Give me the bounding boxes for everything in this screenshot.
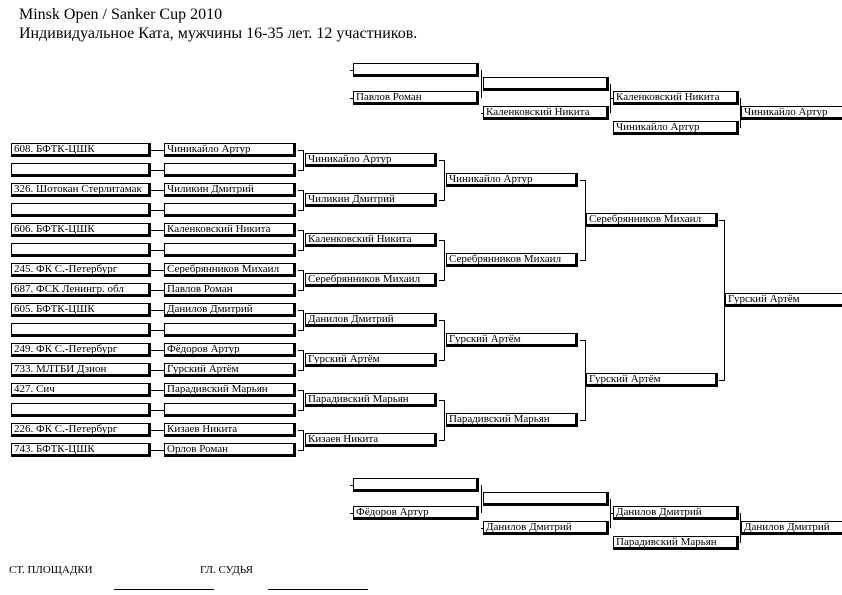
round3-box: Парадивский Марьян [446, 413, 578, 427]
bracket-connector [350, 513, 353, 514]
bracket-connector [151, 170, 164, 171]
round2-box: Парадивский Марьян [305, 393, 437, 407]
bracket-connector [481, 528, 483, 529]
round1-box: Серебрянников Михаил [164, 263, 296, 277]
bracket-connector [303, 310, 304, 331]
round2-box: Кизаев Никита [305, 433, 437, 447]
bracket-connector [610, 513, 613, 514]
round1-box: Павлов Роман [164, 283, 296, 297]
round1-box: Данилов Дмитрий [164, 303, 296, 317]
round2-box: Чиликин Дмитрий [305, 193, 437, 207]
bracket-connector [303, 150, 304, 171]
round1-box [164, 243, 296, 257]
repechage-bottom-r3-box: Данилов Дмитрий [613, 506, 739, 520]
bracket-connector [350, 70, 353, 71]
seed-box: 608. БФТК-ЦШК [11, 143, 151, 157]
bracket-connector [151, 230, 164, 231]
bracket-connector [151, 430, 164, 431]
bracket-connector [151, 150, 164, 151]
repechage-top-r3-box: Каленковский Никита [613, 91, 739, 105]
round1-box [164, 203, 296, 217]
seed-box: 249. ФК С.-Петербург [11, 343, 151, 357]
repechage-top-r2-box: Каленковский Никита [483, 106, 609, 120]
category-subtitle: Индивидуальное Ката, мужчины 16-35 лет. 12 участников. [19, 25, 418, 42]
bracket-connector [151, 290, 164, 291]
round2-box: Серебрянников Михаил [305, 273, 437, 287]
round2-box: Данилов Дмитрий [305, 313, 437, 327]
bracket-connector [481, 485, 482, 513]
seed-box: 226. ФК С.-Петербург [11, 423, 151, 437]
bracket-connector [585, 340, 586, 421]
bracket-connector [444, 400, 445, 441]
bracket-connector [303, 350, 304, 371]
bracket-connector [350, 485, 353, 486]
round1-box: Орлов Роман [164, 443, 296, 457]
repechage-top-r2-box [483, 77, 609, 91]
repechage-bottom-r1-box: Фёдоров Артур [353, 506, 479, 520]
repechage-bottom-r3-box: Парадивский Марьян [613, 536, 739, 550]
bracket-connector [151, 310, 164, 311]
bracket-connector [610, 98, 613, 99]
bracket-connector [303, 390, 304, 411]
bracket-connector [151, 270, 164, 271]
repechage-bottom-r2-box [483, 492, 609, 506]
round2-box: Чиникайло Артур [305, 153, 437, 167]
site-manager-signature-line [114, 589, 214, 590]
bracket-connector [350, 98, 353, 99]
repechage-top-r1-box: Павлов Роман [353, 91, 479, 105]
round1-box: Чиликин Дмитрий [164, 183, 296, 197]
final-box: Гурский Артём [725, 293, 842, 307]
bracket-connector [724, 220, 725, 381]
round1-box [164, 403, 296, 417]
repechage-top-r3-box: Чиникайло Артур [613, 121, 739, 135]
round1-box: Каленковский Никита [164, 223, 296, 237]
round4-box: Гурский Артём [586, 373, 718, 387]
round4-box: Серебрянников Михаил [586, 213, 718, 227]
bracket-connector [740, 113, 742, 114]
bracket-connector [481, 113, 483, 114]
chief-judge-signature-line [268, 589, 368, 590]
seed-box [11, 163, 151, 177]
seed-box [11, 243, 151, 257]
round3-box: Серебрянников Михаил [446, 253, 578, 267]
repechage-bottom-r2-box: Данилов Дмитрий [483, 521, 609, 535]
seed-box: 605. БФТК-ЦШК [11, 303, 151, 317]
bracket-connector [151, 350, 164, 351]
round1-box: Парадивский Марьян [164, 383, 296, 397]
bracket-connector [303, 190, 304, 211]
bracket-connector [151, 210, 164, 211]
bracket-connector [151, 410, 164, 411]
bracket-connector [444, 160, 445, 201]
seed-box: 606. БФТК-ЦШК [11, 223, 151, 237]
round1-box: Чиникайло Артур [164, 143, 296, 157]
seed-box [11, 203, 151, 217]
site-manager-label: СТ. ПЛОЩАДКИ [9, 564, 93, 576]
event-title: Minsk Open / Sanker Cup 2010 [19, 6, 223, 23]
bracket-connector [151, 450, 164, 451]
seed-box [11, 403, 151, 417]
repechage-bottom-r1-box [353, 478, 479, 492]
repechage-top-result-box: Чиникайло Артур [741, 106, 842, 120]
bracket-connector [303, 270, 304, 291]
round2-box: Каленковский Никита [305, 233, 437, 247]
seed-box: 733. МЛТБИ Дзион [11, 363, 151, 377]
bracket-connector [151, 370, 164, 371]
bracket-connector [444, 320, 445, 361]
repechage-bottom-result-box: Данилов Дмитрий [741, 521, 842, 535]
bracket-connector [151, 250, 164, 251]
bracket-connector [481, 70, 482, 98]
seed-box: 326. Шотокан Стерлитамак [11, 183, 151, 197]
round1-box [164, 163, 296, 177]
round2-box: Гурский Артём [305, 353, 437, 367]
chief-judge-label: ГЛ. СУДЬЯ [200, 564, 253, 576]
seed-box: 743. БФТК-ЦШК [11, 443, 151, 457]
seed-box: 245. ФК С.-Петербург [11, 263, 151, 277]
round1-box: Фёдоров Артур [164, 343, 296, 357]
repechage-top-r1-box [353, 63, 479, 77]
bracket-connector [151, 390, 164, 391]
seed-box: 687. ФСК Ленингр. обл [11, 283, 151, 297]
bracket-connector [585, 180, 586, 261]
seed-box [11, 323, 151, 337]
round1-box [164, 323, 296, 337]
bracket-connector [303, 230, 304, 251]
bracket-connector [303, 430, 304, 451]
round3-box: Чиникайло Артур [446, 173, 578, 187]
round1-box: Гурский Артём [164, 363, 296, 377]
bracket-connector [444, 240, 445, 281]
bracket-connector [151, 190, 164, 191]
bracket-connector [740, 528, 742, 529]
bracket-connector [151, 330, 164, 331]
round1-box: Кизаев Никита [164, 423, 296, 437]
seed-box: 427. Сич [11, 383, 151, 397]
round3-box: Гурский Артём [446, 333, 578, 347]
